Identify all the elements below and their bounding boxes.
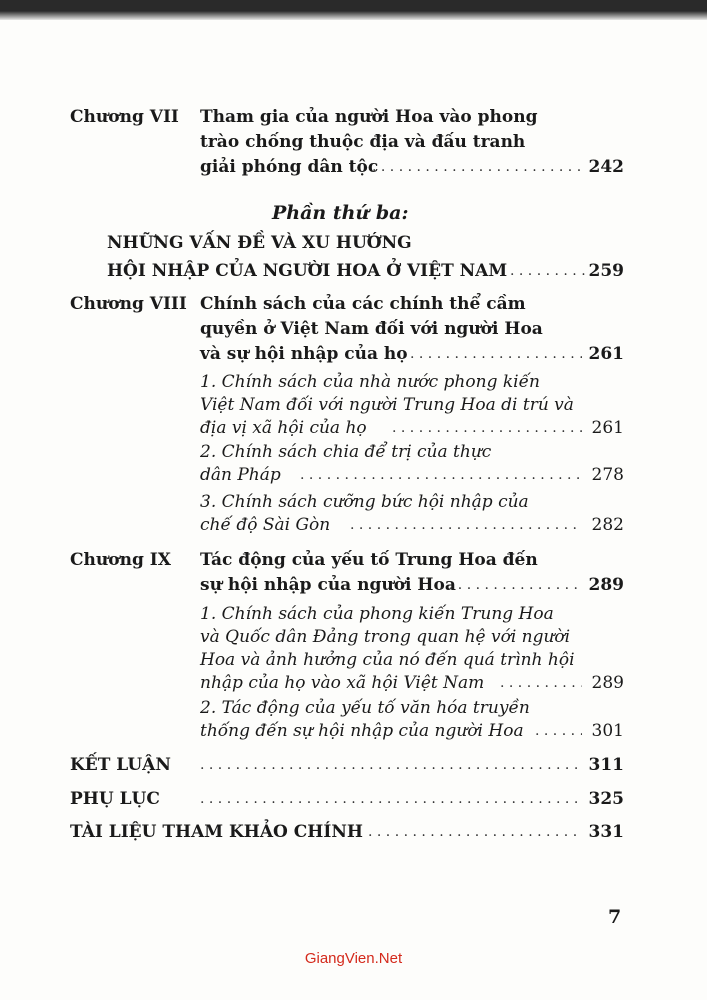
- dot-leader: [535, 720, 582, 742]
- entry-title-line: Tham gia của người Hoa vào phong: [200, 107, 538, 127]
- page-ref: 282: [591, 515, 624, 535]
- page-number: 7: [608, 906, 622, 928]
- subentry-line: chế độ Sài Gòn: [200, 515, 331, 535]
- subentry-line: Việt Nam đối với người Trung Hoa di trú và: [200, 395, 574, 415]
- page-ref: 261: [591, 418, 624, 438]
- page-ref: 278: [591, 465, 624, 485]
- part-heading: Phần thứ ba:: [272, 202, 409, 224]
- page-ref: 289: [588, 575, 624, 595]
- subentry-line: 3. Chính sách cưỡng bức hội nhập của: [200, 492, 529, 512]
- chapter-label: Chương IX: [70, 550, 171, 570]
- dot-leader: [200, 788, 582, 810]
- scan-top-edge: [0, 0, 707, 20]
- dot-leader: [410, 343, 582, 365]
- entry-title-line: quyền ở Việt Nam đối với người Hoa: [200, 319, 543, 339]
- page-ref: 301: [591, 721, 624, 741]
- entry-title: KẾT LUẬN: [70, 755, 171, 775]
- chapter-label: Chương VII: [70, 107, 179, 127]
- entry-title: PHỤ LỤC: [70, 789, 160, 809]
- page-ref: 259: [588, 261, 624, 281]
- page-ref: 325: [588, 789, 624, 809]
- part-title-line: HỘI NHẬP CỦA NGƯỜI HOA Ở VIỆT NAM: [107, 261, 508, 281]
- dot-leader: [392, 417, 582, 439]
- page-ref: 289: [591, 673, 624, 693]
- dot-leader: [372, 156, 582, 178]
- entry-title-line: trào chống thuộc địa và đấu tranh: [200, 132, 526, 152]
- dot-leader: [500, 672, 582, 694]
- dot-leader: [350, 514, 582, 536]
- entry-title-line: Tác động của yếu tố Trung Hoa đến: [200, 550, 538, 570]
- subentry-line: và Quốc dân Đảng trong quan hệ với người: [200, 627, 571, 647]
- subentry-line: Hoa và ảnh hưởng của nó đến quá trình hội: [200, 650, 575, 670]
- entry-title-line: giải phóng dân tộc: [200, 157, 379, 177]
- page-ref: 311: [588, 755, 624, 775]
- subentry-line: 1. Chính sách của nhà nước phong kiến: [200, 372, 540, 392]
- dot-leader: [440, 574, 582, 596]
- subentry-line: 2. Chính sách chia để trị của thực: [200, 442, 492, 462]
- dot-leader: [368, 821, 582, 843]
- part-title-line: NHỮNG VẤN ĐỀ VÀ XU HƯỚNG: [107, 233, 412, 253]
- subentry-line: dân Pháp: [200, 465, 281, 485]
- subentry-line: 1. Chính sách của phong kiến Trung Hoa: [200, 604, 554, 624]
- dot-leader: [300, 464, 582, 486]
- page-ref: 242: [588, 157, 624, 177]
- chapter-label: Chương VIII: [70, 294, 187, 314]
- subentry-line: địa vị xã hội của họ: [200, 418, 367, 438]
- dot-leader: [200, 754, 582, 776]
- subentry-line: thống đến sự hội nhập của người Hoa: [200, 721, 524, 741]
- page-ref: 331: [588, 822, 624, 842]
- entry-title-line: và sự hội nhập của họ: [200, 344, 408, 364]
- entry-title-line: sự hội nhập của người Hoa: [200, 575, 456, 595]
- subentry-line: nhập của họ vào xã hội Việt Nam: [200, 673, 485, 693]
- page-ref: 261: [588, 344, 624, 364]
- subentry-line: 2. Tác động của yếu tố văn hóa truyền: [200, 698, 530, 718]
- entry-title: TÀI LIỆU THAM KHẢO CHÍNH: [70, 822, 363, 842]
- entry-title-line: Chính sách của các chính thể cầm: [200, 294, 526, 314]
- watermark-text: GiangVien.Net: [304, 950, 403, 967]
